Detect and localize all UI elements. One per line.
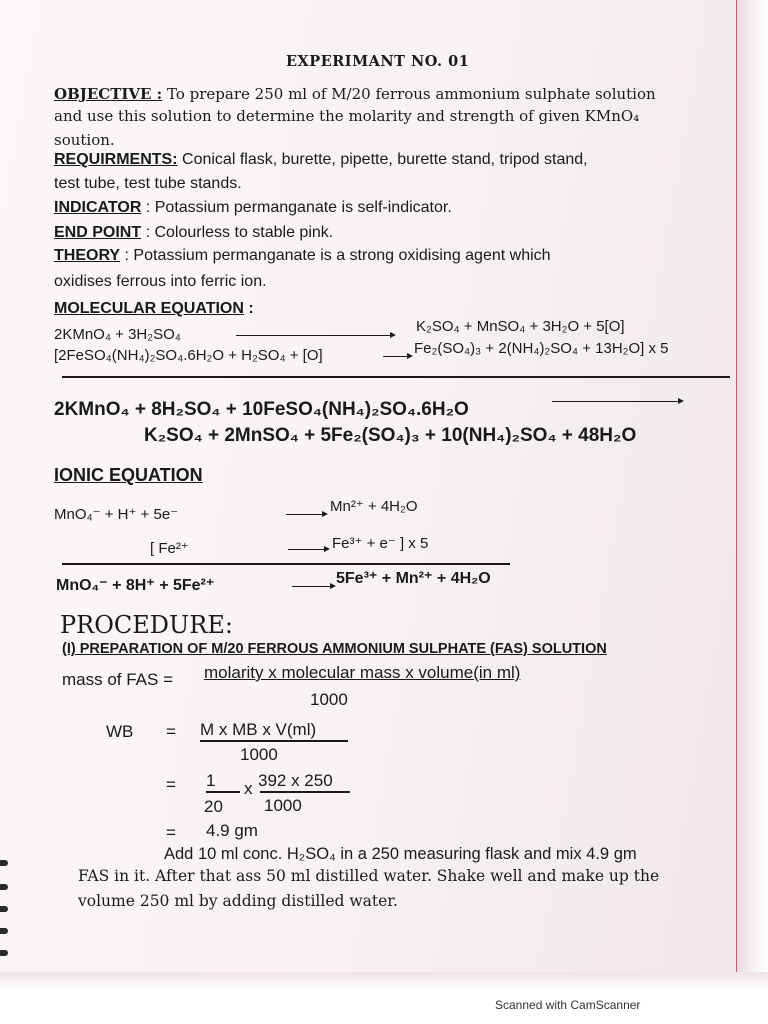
requirements-line-1: REQUIRMENTS: Conical flask, burette, pipette, burette stand, tripod stand, [54,151,588,168]
calc-times: x [244,779,253,798]
objective-line-2: and use this solution to determine the molarity and strength of given KMnO₄ [54,107,640,125]
indicator-line: INDICATOR : Potassium permanganate is self-indicator. [54,199,452,216]
calc-denominator-a: 20 [204,797,223,816]
reaction-arrow [286,514,326,515]
mass-numerator: molarity x molecular mass x volume(in ml) [204,663,521,682]
objective-line-1: OBJECTIVE : To prepare 250 ml of M/20 ferrous ammonium sulphate solution [54,85,656,103]
mass-denominator: 1000 [310,690,348,709]
procedure-para-line-1: Add 10 ml conc. H₂SO₄ in a 250 measuring flask and mix 4.9 gm [164,845,637,863]
procedure-subheading: (I) PREPARATION OF M/20 FERROUS AMMONIUM SULPHATE (FAS) SOLUTION [62,641,607,657]
molecular-eq-1-left: 2KMnO₄ + 3H₂SO₄ [54,326,181,343]
mass-of-fas-label: mass of FAS = [62,670,174,689]
indicator-label: INDICATOR [54,199,142,216]
ionic-total-left: MnO₄⁻ + 8H⁺ + 5Fe²⁺ [56,577,215,594]
ionic-eq-1-right: Mn²⁺ + 4H₂O [330,498,418,515]
molecular-equation-heading: MOLECULAR EQUATION : [54,300,254,317]
reaction-arrow [383,356,411,357]
reaction-arrow [552,401,682,402]
fraction-bar [200,740,348,742]
procedure-para-line-2: FAS in it. After that ass 50 ml distilled water. Shake well and make up the [78,867,660,885]
wb-numerator: M x MB x V(ml) [200,720,317,739]
sum-rule [62,376,730,378]
reaction-arrow [236,335,394,336]
molecular-total-right: K₂SO₄ + 2MnSO₄ + 5Fe₂(SO₄)₃ + 10(NH₄)₂SO₄ + 48H₂O [144,425,637,446]
end-point-label: END POINT [54,224,142,241]
calc-result: 4.9 gm [206,821,258,840]
end-point-line: END POINT : Colourless to stable pink. [54,224,334,241]
theory-label: THEORY [54,247,121,264]
reaction-arrow [292,586,334,587]
procedure-para-line-3: volume 250 ml by adding distilled water. [78,892,398,910]
molecular-eq-1-right: K₂SO₄ + MnSO₄ + 3H₂O + 5[O] [416,318,625,335]
molecular-total-left: 2KMnO₄ + 8H₂SO₄ + 10FeSO₄(NH₄)₂SO₄.6H₂O [54,399,469,420]
objective-label: OBJECTIVE : [54,85,163,103]
wb-denominator: 1000 [240,745,278,764]
requirements-label: REQUIRMENTS: [54,151,178,168]
requirements-line-2: test tube, test tube stands. [54,175,242,192]
experiment-title: EXPERIMANT NO. 01 [286,53,470,70]
equals-sign: = [166,823,176,842]
theory-line-1: THEORY : Potassium permanganate is a strong oxidising agent which [54,247,551,264]
ionic-eq-2-left: [ Fe²⁺ [150,540,189,557]
ionic-eq-2-right: Fe³⁺ + e⁻ ] x 5 [332,535,429,552]
calc-denominator-b: 1000 [264,796,302,815]
calc-numerator-b: 392 x 250 [258,771,333,790]
fraction-bar [206,791,240,793]
reaction-arrow [288,549,328,550]
objective-line-3: soution. [54,131,115,149]
molecular-eq-2-left: [2FeSO₄(NH₄)₂SO₄.6H₂O + H₂SO₄ + [O] [54,347,323,364]
fraction-bar [260,791,350,793]
molecular-eq-2-right: Fe₂(SO₄)₃ + 2(NH₄)₂SO₄ + 13H₂O] x 5 [414,340,669,357]
equals-sign: = [166,775,176,794]
wb-label: WB [106,722,134,741]
procedure-heading: PROCEDURE: [60,611,233,639]
scanner-watermark: Scanned with CamScanner [0,990,768,1024]
calc-numerator-a: 1 [206,771,216,790]
ionic-equation-heading: IONIC EQUATION [54,465,203,485]
sum-rule [62,563,510,565]
theory-line-2: oxidises ferrous into ferric ion. [54,273,267,290]
equals-sign: = [166,722,176,741]
ionic-eq-1-left: MnO₄⁻ + H⁺ + 5e⁻ [54,506,179,523]
ionic-total-right: 5Fe³⁺ + Mn²⁺ + 4H₂O [336,570,491,587]
